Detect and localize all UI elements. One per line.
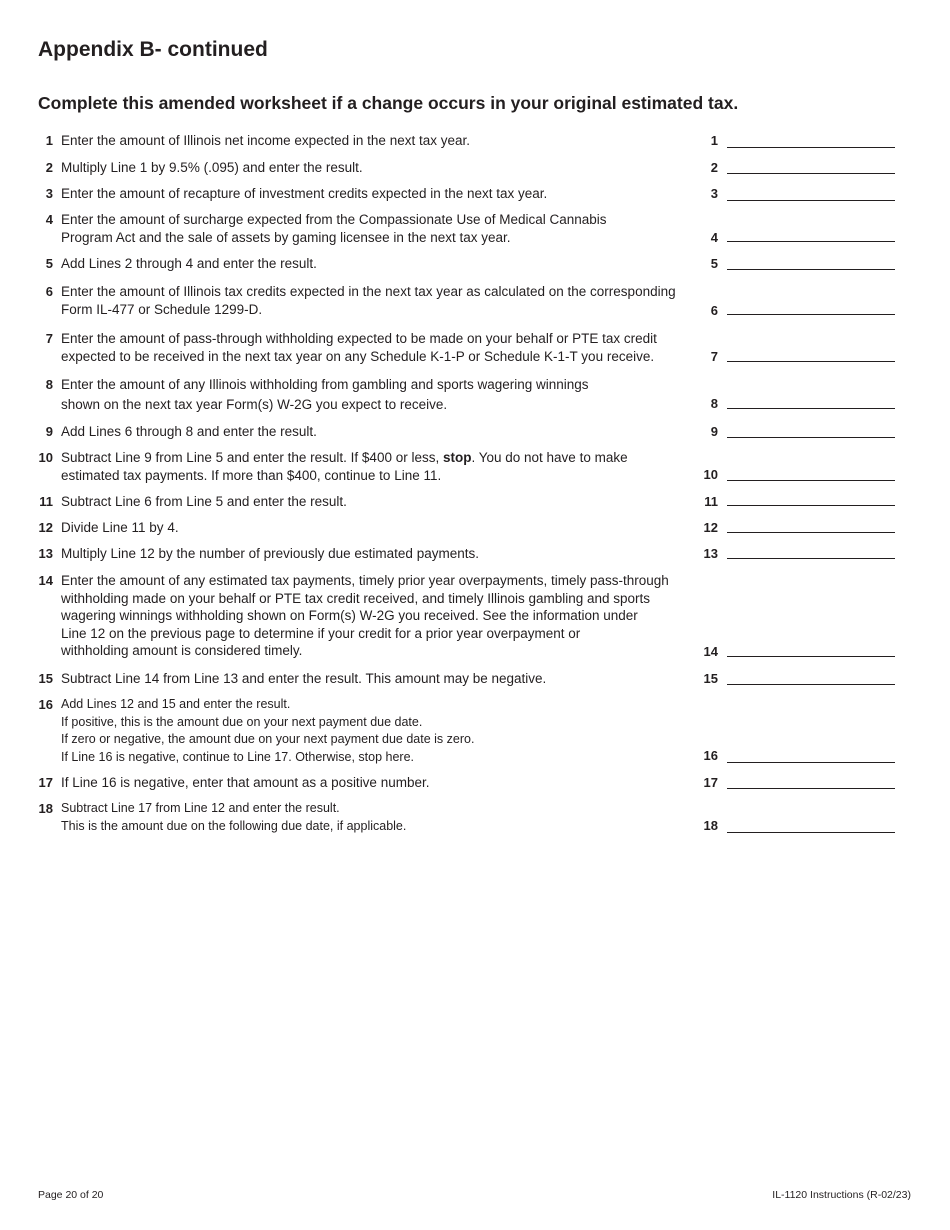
line-number: 1: [45, 133, 53, 148]
line-5-amount-field[interactable]: [727, 255, 895, 270]
line-text: Subtract Line 14 from Line 13 and enter the result. This amount may be negative.: [61, 671, 547, 686]
line-ref-number: 2: [710, 160, 718, 175]
worksheet-instructions: Complete this amended worksheet if a change occurs in your original estimated tax.: [38, 93, 739, 113]
line-ref-number: 17: [703, 775, 718, 790]
line-text: Add Lines 6 through 8 and enter the result.: [61, 424, 317, 439]
line-number: 16: [38, 697, 53, 712]
line-9-amount-field[interactable]: [727, 423, 895, 438]
line-text: Divide Line 11 by 4.: [61, 520, 179, 535]
line-16-amount-field[interactable]: [727, 748, 895, 763]
line-ref-number: 12: [703, 520, 718, 535]
line-ref-number: 8: [710, 396, 718, 411]
line-ref-number: 10: [703, 467, 718, 482]
line-number: 7: [45, 331, 53, 346]
line-text: If Line 16 is negative, enter that amount as a positive number.: [61, 775, 430, 790]
line-text: Enter the amount of any Illinois withholding from gambling and sports wagering winnings shown on the next tax year Form(s) W-2G you expect to receive.: [61, 377, 589, 412]
line-ref-number: 1: [710, 133, 718, 148]
line-text: Subtract Line 9 from Line 5 and enter the result. If $400 or less, stop. You do not have to make estimated tax payments. If more than $400, continue to Line 11.: [61, 450, 628, 483]
line-number: 8: [45, 377, 53, 392]
line-text: Add Lines 12 and 15 and enter the result. If positive, this is the amount due on your next payment due date. If zero or negative, the amount due on your next payment due date is zero. If Line 16 is negative, continue to Line 17. Otherwise, stop here.: [61, 697, 475, 764]
line-ref-number: 13: [703, 546, 718, 561]
line-number: 17: [38, 775, 53, 790]
line-8-amount-field[interactable]: [727, 394, 895, 409]
line-ref-number: 16: [703, 748, 718, 763]
line-text: Enter the amount of recapture of investment credits expected in the next tax year.: [61, 186, 548, 201]
line-6-amount-field[interactable]: [727, 300, 895, 315]
line-ref-number: 7: [710, 349, 718, 364]
line-number: 15: [38, 671, 53, 686]
line-17-amount-field[interactable]: [727, 774, 895, 789]
line-3-amount-field[interactable]: [727, 186, 895, 201]
line-text: Subtract Line 17 from Line 12 and enter the result. This is the amount due on the following due date, if applicable.: [61, 801, 407, 833]
line-number: 4: [45, 212, 53, 227]
line-number: 2: [45, 160, 53, 175]
line-number: 14: [38, 573, 53, 588]
line-11-amount-field[interactable]: [727, 491, 895, 506]
line-text: Multiply Line 1 by 9.5% (.095) and enter the result.: [61, 160, 363, 175]
form-identifier: IL-1120 Instructions (R-02/23): [772, 1189, 911, 1201]
line-18-amount-field[interactable]: [727, 818, 895, 833]
line-number: 5: [45, 256, 53, 271]
line-ref-number: 18: [703, 818, 718, 833]
line-text: Enter the amount of Illinois net income expected in the next tax year.: [61, 133, 470, 148]
line-ref-number: 11: [704, 494, 718, 509]
line-text: Add Lines 2 through 4 and enter the result.: [61, 256, 317, 271]
line-1-amount-field[interactable]: [727, 133, 895, 148]
line-number: 11: [39, 494, 53, 509]
line-number: 9: [45, 424, 53, 439]
line-2-amount-field[interactable]: [727, 159, 895, 174]
line-number: 18: [38, 801, 53, 816]
line-7-amount-field[interactable]: [727, 347, 895, 362]
page-number: Page 20 of 20: [38, 1189, 104, 1201]
line-12-amount-field[interactable]: [727, 518, 895, 533]
page-title: Appendix B- continued: [38, 38, 268, 61]
line-number: 13: [38, 546, 53, 561]
line-14-amount-field[interactable]: [727, 642, 895, 657]
line-ref-number: 4: [710, 230, 718, 245]
line-ref-number: 3: [710, 186, 718, 201]
line-ref-number: 9: [710, 424, 718, 439]
line-text: Subtract Line 6 from Line 5 and enter the result.: [61, 494, 347, 509]
line-ref-number: 5: [710, 256, 718, 271]
line-number: 3: [45, 186, 53, 201]
line-ref-number: 15: [703, 671, 718, 686]
line-15-amount-field[interactable]: [727, 670, 895, 685]
line-4-amount-field[interactable]: [727, 227, 895, 242]
line-text: Enter the amount of Illinois tax credits expected in the next tax year as calculated on the corresponding Form IL-477 or Schedule 1299-D.: [61, 284, 676, 317]
line-number: 10: [38, 450, 53, 465]
line-number: 6: [45, 284, 53, 299]
line-text: Multiply Line 12 by the number of previously due estimated payments.: [61, 546, 479, 561]
line-text: Enter the amount of surcharge expected from the Compassionate Use of Medical Cannabis Program Act and the sale of assets by gaming licensee in the next tax year.: [61, 212, 607, 245]
line-ref-number: 14: [703, 644, 718, 659]
line-ref-number: 6: [710, 303, 718, 318]
line-text: Enter the amount of any estimated tax payments, timely prior year overpayments, timely pass-through withholding made on your behalf or PTE tax credit received, and timely Illinois gambling and sports wagering winnings withholding shown on Form(s) W-2G you received. See the information under Line 12 on the previous page to determine if your credit for a prior year overpayment or withholding amount is considered timely.: [61, 573, 669, 658]
line-13-amount-field[interactable]: [727, 544, 895, 559]
line-text: Enter the amount of pass-through withholding expected to be made on your behalf or PTE tax credit expected to be received in the next tax year on any Schedule K-1-P or Schedule K-1-T you receive.: [61, 331, 657, 364]
line-number: 12: [38, 520, 53, 535]
stop-emphasis: stop: [442, 450, 472, 465]
line-10-amount-field[interactable]: [727, 466, 895, 481]
